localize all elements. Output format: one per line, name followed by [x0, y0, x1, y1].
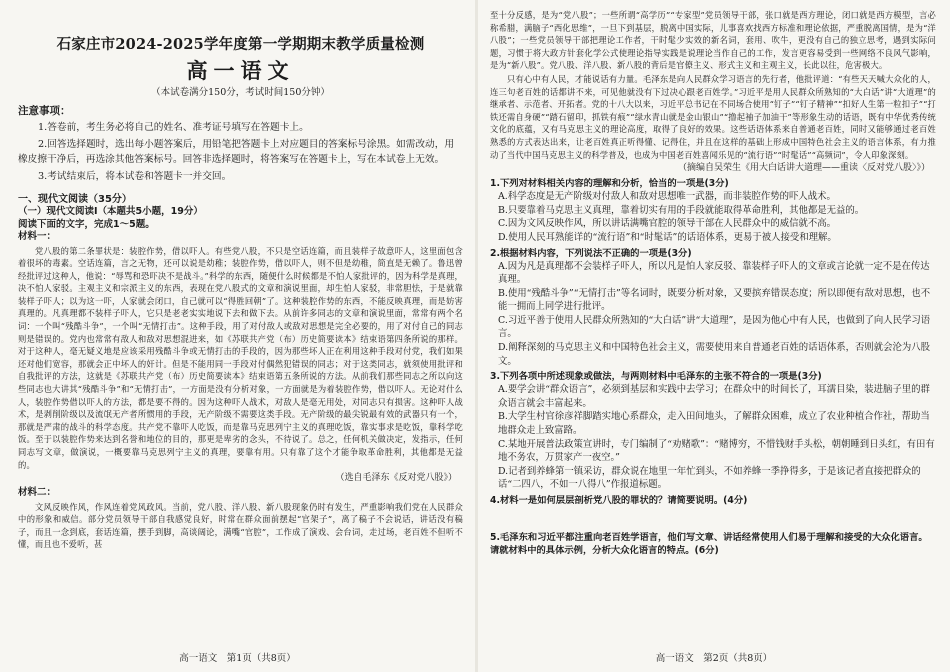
answer-option: D.阐释深刻的马克思主义和中国特色社会主义，需要使用来自普通老百姓的话语体系，否则就会沦为八股文。 [498, 342, 931, 367]
note-item: 1.答卷前，考生务必将自己的姓名、准考证号填写在答题卡上。 [38, 122, 309, 133]
answer-option: C.某地开展普法政策宣讲时，专门编制了“劝赌歌”：“赌博穷，不惜钱财手头松，朝朝睡到日头红，有田有地不务农，万贯家产一夜空。” [498, 438, 935, 464]
subject-title: 高一语文 [186, 58, 295, 83]
reading-instruction: 阅读下面的文字，完成1～5题。 [18, 218, 155, 230]
question-stem: 2.根据材料内容，下列说法不正确的一项是(3分) [490, 247, 692, 259]
question-3 [490, 370, 936, 492]
material2-paragraph: 只有心中有人民，才能说话有力量。毛泽东是向人民群众学习语言的先行者，他批评道：“有些天天喊大众化的人，连三句老百姓的话都讲不来，可见他就没有下过决心跟老百姓学。”习近平是用人民群众所熟知的“大白话”讲“大道理”的继承者、示范者、开拓者。党的十八大以来，习近平总书记在不同场合使用“钉子”“钉子精神”“扣好人生第一粒扣子”“打铁还需自身硬”“踏石留印，抓铁有痕”“绿水青山就是金山银山”“撸起袖子加油干”等形象生动的话语，既有中华优秀传统文化的底蕴，又有马克思主义的理论高度，取得了良好的效果。这些话语体系来自普通老百姓，同时又能够通过老百姓熟悉的方式表达出来，让老百姓真正听得懂、记得住，并且在这样的基础上形成中国特色社会主义的语言体系，有力推动了当代中国马克思主义的科学普及，也成为中国老百姓喜闻乐见的“流行语”“时髦话”“高频词”，令人印象深刻。 [490, 73, 936, 160]
answer-option: B.只要靠着马克思主义真理，靠着切实有用的手段就能取得革命胜利，其他都是无益的。 [498, 204, 865, 216]
note-item: 2.回答选择题时，选出每小题答案后，用铅笔把答题卡上对应题目的答案标号涂黑。如需改动，用橡皮擦干净后，再选涂其他答案标号。回答非选择题时，将答案写在答题卡上，写在本试卷上无效。 [18, 138, 455, 165]
material2-paragraph: 至十分反感，是为“党八股”；一些所谓“高学历”“专家型”党员领导干部，张口就是西方理论，闭口就是西方模型，言必称希腊，满脑子“西化思维”，一旦下到基层，脱离中国实际，儿事喜欢找西方标准和理论依据，严重脱离国情，是为“洋八股”；一些党员领导干部把理论工作者，干时髦少实效的新名词，套用、吹牛，更没有自己的独立思考，遇到实际问题，习惯于将大政方针套化学公式使理论指导实践是说理论当作自己的工作，发言更容易受到一些网络不良风气影响，是为“新八股”。党八股、洋八股、新八股的背后是官僚主义、形式主义和主观主义，长此以往，危害极大。 [490, 10, 936, 71]
material1-paragraph: 党八股的第二条罪状是：装腔作势，借以吓人。有些党八股，不只是空话连篇，而且装样子故意吓人，这里面包含着很坏的毒素。空话连篇，言之无物，还可以说是幼稚；装腔作势，借以吓人，则不但是幼稚，简直是无赖了。鲁迅曾经批评过这种人，他说：“辱骂和恐吓决不是战斗。”科学的东西，随便什么时候都是不怕人家批评的，因为科学是真理，决不怕人家驳。主观主义和宗派主义的东西，表现在党八股式的文章和演说里面，却生怕人家驳，非常胆怯，于是就靠装样子吓人；以为这一吓，人家就会闭口，自己就可以“得胜回朝”了。这种装腔作势的东西，不能反映真理，而是妨害真理的。凡真理都不装样子吓人，它只是老老实实地说下去和做下去。从前许多同志的文章和演说里面，常常有两个名词：一个叫“残酷斗争”，一个叫“无情打击”。这种手段，用了对付敌人或敌对思想是完全必要的，用了对付自己的同志则是错误的。党内也常常有敌人和敌对思想混进来，如《苏联共产党（布）历史简要读本》结束语第四条所说的那样。对于这种人，毫无疑义地是应该采用残酷斗争或无情打击的手段的，因为那些坏人正在利用这种手段对付党，我们如果还对他们宽容，那就会正中坏人的奸计。但是不能用同一手段对付偶然犯错误的同志；对于这类同志，就须使用批评和自我批评的方法，这就是《苏联共产党（布）历史简要读本》结束语第五条所说的方法。从前我们那些同志之所以向这些同志也大讲其“残酷斗争”和“无情打击”，一方面是没有分析对象，一方面就是为着装腔作势，借以吓人。无论对什么人，装腔作势借以吓人的方法，都是要不得的。因为这种吓人战术，对敌人是毫无用处，对同志只有损害。这种吓人战术，是剥削阶级以及流氓无产者所惯用的手段，无产阶级不需要这类手段。无产阶级的最尖锐最有效的武器只有一个，那就是严肃的战斗的科学态度。共产党不靠吓人吃饭，而是靠马克思列宁主义的真理吃饭，靠实事求是吃饭，靠科学吃饭。至于以装腔作势来达到名誉和地位的目的，那更是卑劣的念头，不待说了。总之，任何机关做决定，发指示，任何同志写文章，做演说，一概要靠马克思列宁主义的真理，要靠有用。只有靠了这个才能争取革命胜利，其他都是无益的。 [18, 245, 463, 470]
notes-title: 注意事项： [18, 105, 71, 117]
question-5-stem: 5.毛泽东和习近平都注重向老百姓学语言，他们写文章、讲话经常使用人们易于理解和接受的大众化语言。请就材料中的具体示例，分析大众化语言的特点。(6分) [490, 532, 928, 556]
exam-info: （本试卷满分150分，考试时间150分钟） [151, 87, 330, 98]
answer-option: D.使用人民耳熟能详的“流行语”和“时髦话”的话语体系，更易于被人接受和理解。 [498, 231, 837, 243]
question-stem: 1.下列对材料相关内容的理解和分析，恰当的一项是(3分) [490, 178, 729, 190]
section-heading: 一、现代文阅读（35分） [18, 194, 132, 205]
question-stem: 3.下列各项中所述现象或做法，与两则材料中毛泽东的主张不符合的一项是(3分) [490, 371, 822, 383]
material2-paragraph: 文风反映作风，作风连着党风政风。当前，党八股、洋八股、新八股现象仍时有发生，严重影响我们党在人民群众中的形象和威信。部分党员领导干部自我感觉良好，时常在群众面前摆起“官架子”，离了稿子不会说话，讲话没有稿子，而且一念到底，套话连篇，摆手到脚，高谈阔论，满嘴“官腔”，工作成了演戏、会台词，走过场，老百姓不但听不懂，而且也不爱听，甚 [18, 501, 463, 550]
material2-source: （摘编自吴荣生《用大白话讲大道理——重读〈反对党八股〉》） [677, 163, 930, 174]
page-footer: 高一语文 第1页（共8页） [179, 653, 296, 664]
answer-option: D.记者到养蜂第一镇采访，群众说在地里一年忙到头，不如养蜂一季挣得多，于是该记者直接把群众的话“二四八，不如一八得八”作报道标题。 [498, 465, 921, 491]
material1-title: 材料一： [18, 231, 57, 242]
exam-title: 石家庄市2024-2025学年度第一学期期末教学质量检测 [56, 36, 425, 53]
answer-option: C.习近平善于使用人民群众所熟知的“大白话”讲“大道理”，是因为他心中有人民，也做到了向人民学习语言。 [498, 314, 931, 340]
answer-option: A.要学会讲“群众语言”，必须到基层和实践中去学习；在群众中的时间长了，耳濡目染，装进脑子里的群众语言就会丰富起来。 [498, 384, 930, 409]
subsection-heading: （一）现代文阅读Ⅰ（本题共5小题，19分） [18, 206, 203, 217]
material2-title: 材料二： [18, 487, 57, 499]
answer-option: A.因为凡是真理都不会装样子吓人，所以凡是怕人家反驳、靠装样子吓人的文章或言论就一定不是在传达真理。 [498, 260, 930, 286]
right-page [478, 0, 950, 672]
page-footer: 高一语文 第2页（共8页） [655, 653, 773, 664]
question-2 [490, 247, 936, 369]
answer-option: B.使用“残酷斗争”“无情打击”等名词时，既要分析对象，又要摈弃错误态度；所以即便有敌对思想，也不能一拥而上同学进行批评。 [498, 287, 931, 313]
answer-option: B.大学生村官徐彦祥脚踏实地心系群众，走入田间地头，了解群众困难，成立了农业种植合作社，帮助当地群众走上致富路。 [498, 411, 930, 437]
material1-source: （选自毛泽东《反对党八股》） [335, 473, 457, 484]
answer-option: C.因为文风反映作风，所以讲话满嘴官腔的领导干部在人民群众中的威信就不高。 [498, 218, 836, 230]
question-1 [490, 177, 936, 244]
note-item: 3.考试结束后，将本试卷和答题卡一并交回。 [38, 170, 232, 182]
answer-space [490, 507, 936, 529]
answer-option: A.科学态度是无产阶级对付敌人和敌对思想唯一武器，而非装腔作势的吓人战术。 [498, 191, 836, 203]
question-4-stem: 4.材料一是如何层层剖析党八股的罪状的？请简要说明。(4分) [490, 495, 748, 506]
